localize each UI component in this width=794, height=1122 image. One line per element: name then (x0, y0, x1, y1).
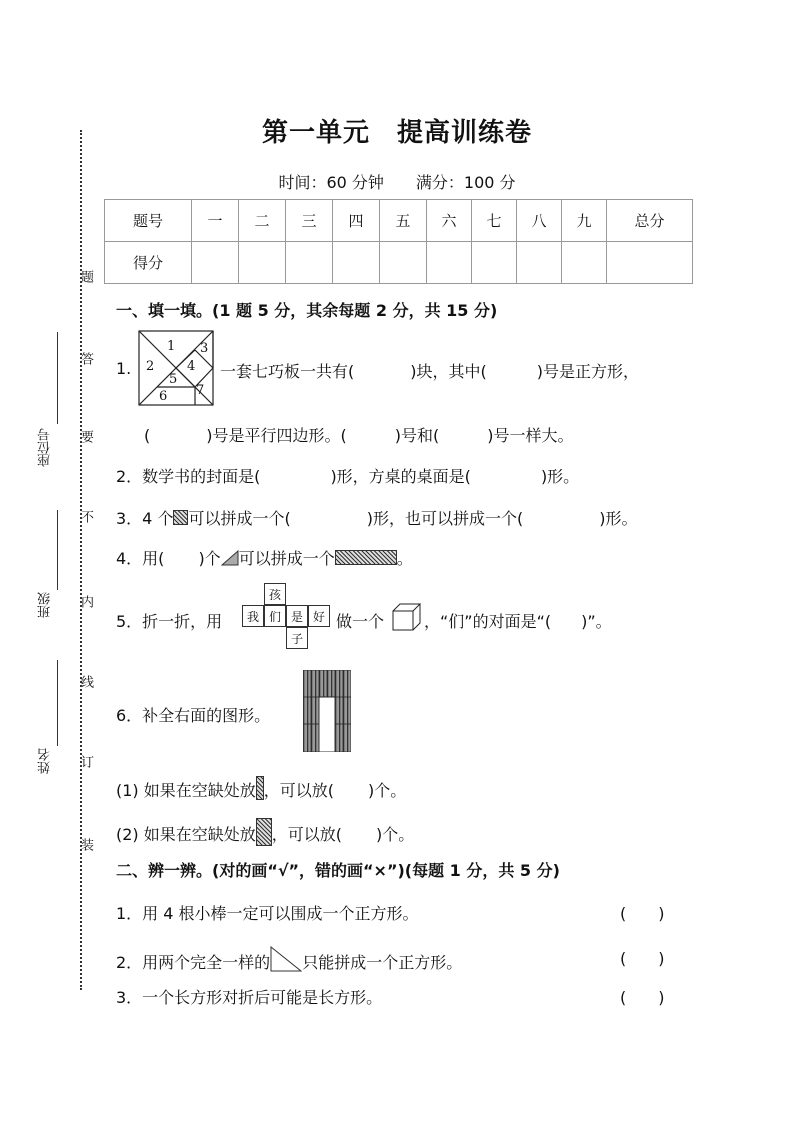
table-cell: 一 (192, 200, 239, 242)
q3-text: 3．4 个 (116, 509, 174, 528)
net-cell: 是 (286, 605, 308, 627)
q5-text: )”。 (581, 612, 612, 631)
score-input-cell[interactable] (286, 242, 333, 284)
tangram-label: 4 (187, 359, 196, 374)
q6-sub2 (116, 818, 414, 846)
thin-strip-icon (256, 776, 264, 800)
q1-text: )号一样大。 (487, 426, 574, 445)
class-label: 班级 (38, 592, 53, 618)
name-label: 姓名 (38, 748, 53, 774)
table-cell: 总分 (607, 200, 693, 242)
tf-answer-3[interactable]: ( ) (620, 988, 665, 1007)
small-triangle-icon (221, 550, 239, 566)
tf-text: 只能拼成一个正方形。 (302, 953, 463, 972)
q1-text: ( (144, 426, 151, 445)
binding-dotted-line (80, 130, 82, 990)
tangram-label: 1 (167, 339, 176, 354)
q4-text: 可以拼成一个 (238, 549, 335, 568)
q1-text: )号是平行四边形。( (206, 426, 347, 445)
q1-text: )号和( (394, 426, 440, 445)
score-input-cell[interactable] (192, 242, 239, 284)
q2-text: )形，方桌的桌面是( (330, 467, 471, 486)
q6-sub1-text: ，可以放( (263, 781, 335, 800)
table-cell: 四 (333, 200, 380, 242)
table-cell: 八 (517, 200, 562, 242)
small-square-icon (173, 510, 188, 525)
table-cell: 三 (286, 200, 333, 242)
tangram-label: 6 (159, 389, 168, 404)
q1-text: )号是正方形， (536, 362, 639, 381)
binding-mark-6: 线 (78, 675, 93, 688)
q2-line (116, 464, 579, 487)
score-input-cell[interactable] (517, 242, 562, 284)
q5-text-a: 5．折一折，用 (116, 612, 223, 631)
section-2-heading: 二、辨一辨。(对的画“√”，错的画“×”)(每题 1 分，共 5 分) (116, 861, 560, 880)
q3-line (116, 506, 637, 529)
binding-mark-7: 订 (78, 755, 93, 768)
seat-number-field[interactable] (57, 332, 58, 424)
binding-mark-8: 装 (78, 838, 93, 851)
score-input-cell[interactable] (239, 242, 286, 284)
cube-icon (392, 603, 422, 631)
seat-number-label: 座位号 (38, 428, 53, 467)
q5-line-end (424, 609, 612, 632)
q6-sub2-text: ，可以放( (271, 825, 343, 844)
q4-text: 。 (396, 549, 413, 568)
table-cell: 二 (239, 200, 286, 242)
class-field[interactable] (57, 510, 58, 590)
right-triangle-icon (270, 946, 302, 972)
tangram-figure (138, 330, 214, 406)
exam-info (0, 170, 794, 193)
tf-item-2 (116, 946, 462, 973)
q5-text: ，“们”的对面是“( (424, 612, 552, 631)
page-title: 第一单元 提高训练卷 (261, 118, 532, 148)
table-cell: 得分 (105, 242, 192, 284)
tf-text: 2．用两个完全一样的 (116, 953, 271, 972)
net-cell: 子 (286, 627, 308, 649)
score-input-cell[interactable] (333, 242, 380, 284)
binding-mark-5: 内 (78, 595, 93, 608)
q3-text: )形。 (599, 509, 638, 528)
score-input-cell[interactable] (607, 242, 693, 284)
table-cell: 九 (562, 200, 607, 242)
net-cell: 们 (264, 605, 286, 627)
table-cell: 七 (472, 200, 517, 242)
tangram-label: 7 (196, 383, 205, 398)
tf-answer-1[interactable]: ( ) (620, 904, 665, 923)
score-input-cell[interactable] (562, 242, 607, 284)
q1-line-2 (144, 423, 574, 446)
net-cell: 孩 (264, 583, 286, 605)
table-cell: 六 (427, 200, 472, 242)
q6-text: 6．补全右面的图形。 (116, 706, 271, 725)
binding-mark-1: 题 (78, 270, 93, 283)
score-input-cell[interactable] (427, 242, 472, 284)
tangram-label: 5 (169, 372, 178, 387)
q5-text-b: 做一个 (336, 612, 385, 631)
name-field[interactable] (57, 660, 58, 746)
table-cell: 题号 (105, 200, 192, 242)
score-input-cell[interactable] (472, 242, 517, 284)
q6-sub2-text: (2) 如果在空缺处放 (116, 825, 256, 844)
tf-answer-2[interactable]: ( ) (620, 949, 665, 968)
time-limit: 时间：60 分钟 (278, 173, 384, 192)
binding-mark-3: 要 (78, 430, 93, 443)
binding-mark-4: 不 (78, 510, 93, 523)
q6-sub1-text: )个。 (368, 781, 407, 800)
q1-text: )块，其中( (410, 362, 487, 381)
q4-line (116, 546, 413, 569)
q1-text: 一套七巧板一共有( (220, 362, 355, 381)
q3-text: 可以拼成一个( (188, 509, 291, 528)
wide-strip-icon (256, 818, 272, 846)
tf-item-1: 1．用 4 根小棒一定可以围成一个正方形。 (116, 904, 419, 923)
q1-number: 1. (116, 359, 132, 378)
q6-sub2-text: )个。 (376, 825, 415, 844)
long-rectangle-icon (335, 550, 397, 565)
q1-line-1 (220, 359, 639, 382)
score-table (104, 199, 693, 284)
full-score: 满分：100 分 (415, 173, 516, 192)
incomplete-grid-figure (303, 670, 351, 752)
tf-item-3: 3．一个长方形对折后可能是长方形。 (116, 988, 383, 1007)
binding-mark-2: 答 (78, 352, 93, 365)
score-input-cell[interactable] (380, 242, 427, 284)
tangram-label: 3 (200, 341, 209, 356)
score-table-score-row (105, 242, 693, 284)
score-table-header-row (105, 200, 693, 242)
section-1-heading: 一、填一填。(1 题 5 分，其余每题 2 分，共 15 分) (116, 301, 498, 320)
q4-text: )个 (198, 549, 221, 568)
q4-text: 4．用( (116, 549, 165, 568)
q2-text: )形。 (540, 467, 580, 486)
net-cell: 好 (308, 605, 330, 627)
tangram-label: 2 (146, 359, 155, 374)
q6-sub1 (116, 776, 406, 801)
q6-sub1-text: (1) 如果在空缺处放 (116, 781, 256, 800)
q3-text: )形，也可以拼成一个( (366, 509, 524, 528)
table-cell: 五 (380, 200, 427, 242)
net-cell: 我 (242, 605, 264, 627)
q2-text: 2．数学书的封面是( (116, 467, 261, 486)
